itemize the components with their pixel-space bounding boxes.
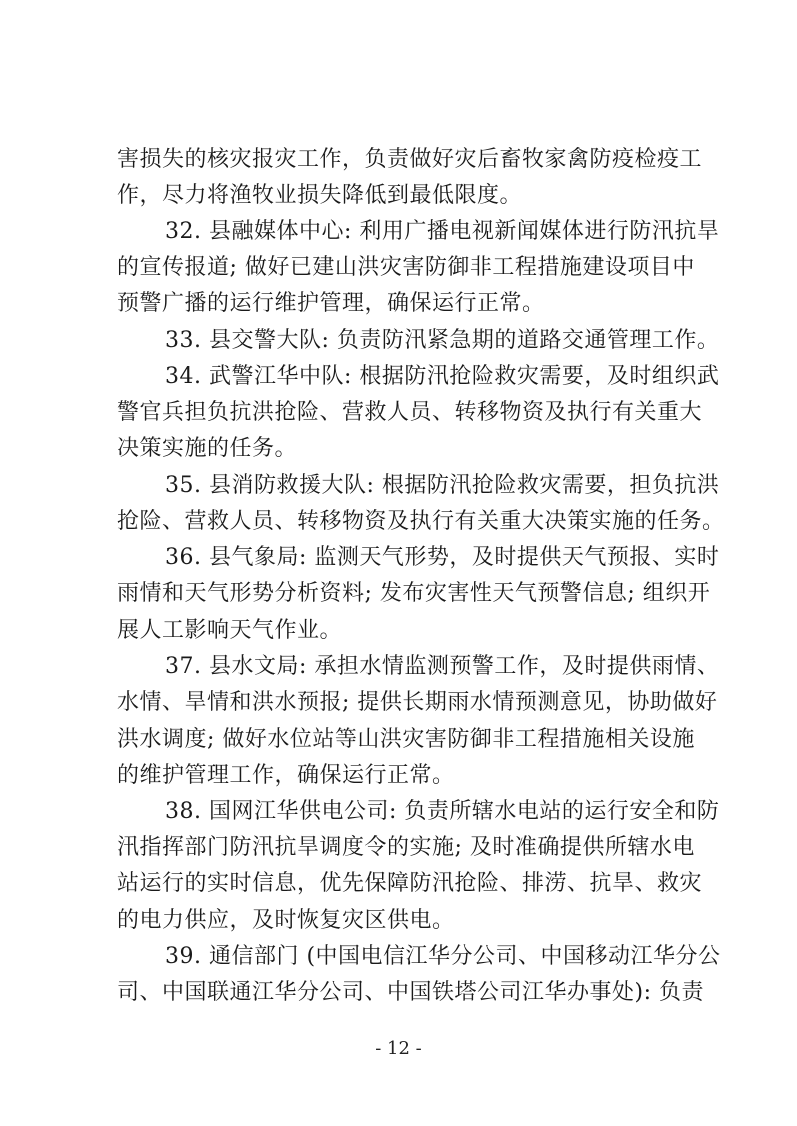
body-text-line: 站运行的实时信息，优先保障防汛抢险、排涝、抗旱、救灾 [117,871,703,896]
body-text-line: 雨情和天气形势分析资料; 发布灾害性天气预警信息; 组织开 [117,581,711,606]
body-text-line: 司、中国联通江华分公司、中国铁塔公司江华办事处): 负责 [117,980,704,1005]
section-34-heading-line: 34. 武警江华中队: 根据防汛抢险救灾需要，及时组织武 [165,364,720,389]
body-text-line: 警官兵担负抗洪抢险、营救人员、转移物资及执行有关重大 [117,400,703,425]
section-35-heading-line: 35. 县消防救援大队: 根据防汛抢险救灾需要，担负抗洪 [165,473,720,498]
page-number: - 12 - [375,1038,422,1059]
body-text-line: 的维护管理工作，确保运行正常。 [117,763,455,788]
section-32-heading-line: 32. 县融媒体中心: 利用广播电视新闻媒体进行防汛抗旱 [165,219,720,244]
body-text-line: 洪水调度; 做好水位站等山洪灾害防御非工程措施相关设施 [117,727,695,752]
body-text-line: 的电力供应，及时恢复灾区供电。 [117,908,455,933]
section-38-heading-line: 38. 国网江华供电公司: 负责所辖水电站的运行安全和防 [165,799,720,824]
body-text-line: 的宣传报道; 做好已建山洪灾害防御非工程措施建设项目中 [117,255,695,280]
body-text-line: 决策实施的任务。 [117,436,298,461]
section-39-heading-line: 39. 通信部门 (中国电信江华分公司、中国移动江华分公 [165,944,721,969]
body-text-line: 展人工影响天气作业。 [117,618,343,643]
section-33-heading-line: 33. 县交警大队: 负责防汛紧急期的道路交通管理工作。 [165,328,720,353]
body-text-line: 害损失的核灾报灾工作，负责做好灾后畜牧家禽防疫检疫工 [117,147,703,172]
section-37-heading-line: 37. 县水文局: 承担水情监测预警工作，及时提供雨情、 [165,654,720,679]
section-36-heading-line: 36. 县气象局: 监测天气形势，及时提供天气预报、实时 [165,545,720,570]
body-text-line: 汛指挥部门防汛抗旱调度令的实施; 及时准确提供所辖水电 [117,835,695,860]
body-text-line: 抢险、营救人员、转移物资及执行有关重大决策实施的任务。 [117,509,725,534]
body-text-line: 预警广播的运行维护管理，确保运行正常。 [117,291,545,316]
body-text-line: 作，尽力将渔牧业损失降低到最低限度。 [117,183,523,208]
body-text-line: 水情、旱情和洪水预报; 提供长期雨水情预测意见，协助做好 [117,690,718,715]
